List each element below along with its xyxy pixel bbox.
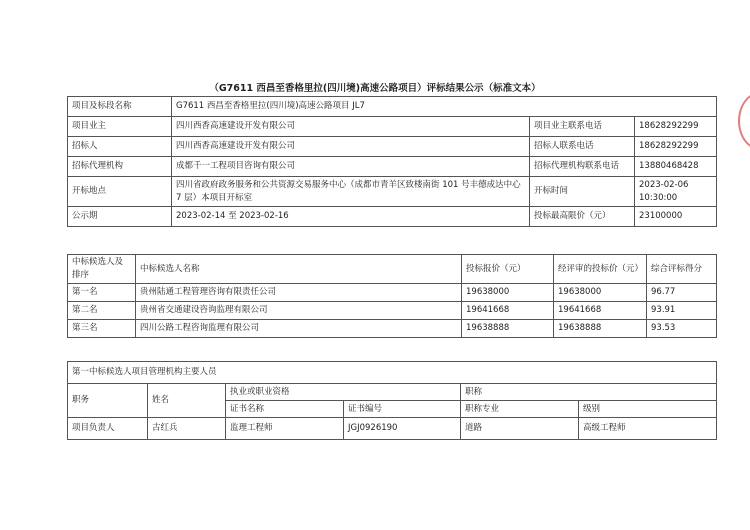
header-title-major: 职称专业 <box>461 401 579 418</box>
open-time-value <box>635 177 717 207</box>
agency-label: 招标代理机构 <box>68 157 172 177</box>
candidate-rank: 第三名 <box>68 320 136 338</box>
header-score: 综合评标得分 <box>647 255 717 284</box>
tenderer-value: 四川西香高速建设开发有限公司 <box>172 137 530 157</box>
open-time-label: 开标时间 <box>530 177 635 207</box>
header-qualification: 执业或职业资格 <box>226 384 461 401</box>
project-value: G7611 西昌至香格里拉(四川境)高速公路项目 JL7 <box>172 97 717 117</box>
table-row <box>68 320 717 338</box>
candidate-name: 四川公路工程咨询监理有限公司 <box>136 320 462 338</box>
staff-section-title: 第一中标候选人项目管理机构主要人员 <box>68 362 717 384</box>
table-row <box>68 117 717 137</box>
candidate-score: 93.53 <box>647 320 717 338</box>
candidate-bid: 19638888 <box>462 320 554 338</box>
staff-table <box>67 361 717 440</box>
staff-name: 古红兵 <box>148 418 226 440</box>
owner-value: 四川西香高速建设开发有限公司 <box>172 117 530 137</box>
red-seal-stamp <box>738 92 750 150</box>
location-label: 开标地点 <box>68 177 172 207</box>
agency-value: 成都千一工程项目咨询有限公司 <box>172 157 530 177</box>
candidate-bid: 19641668 <box>462 302 554 320</box>
owner-label: 项目业主 <box>68 117 172 137</box>
candidate-reviewed: 19638000 <box>554 284 647 302</box>
tenderer-phone-value: 18628292299 <box>635 137 717 157</box>
candidate-rank: 第一名 <box>68 284 136 302</box>
staff-title-major: 道路 <box>461 418 579 440</box>
header-title: 职称 <box>461 384 717 401</box>
tenderer-phone-label: 招标人联系电话 <box>530 137 635 157</box>
project-info-table <box>67 96 717 227</box>
header-person-name: 姓名 <box>148 384 226 418</box>
agency-phone-value: 13880468428 <box>635 157 717 177</box>
staff-cert-no: JGJ0926190 <box>344 418 461 440</box>
max-price-label: 投标最高限价（元） <box>530 207 635 227</box>
header-rank: 中标候选人及排序 <box>68 255 136 284</box>
table-row <box>68 97 717 117</box>
header-level: 级别 <box>579 401 717 418</box>
owner-phone-value: 18628292299 <box>635 117 717 137</box>
period-value: 2023-02-14 至 2023-02-16 <box>172 207 530 227</box>
table-row <box>68 302 717 320</box>
open-time: 10:30:00 <box>639 192 678 203</box>
candidate-bid: 19638000 <box>462 284 554 302</box>
document-title: （G7611 西昌至香格里拉(四川境)高速公路项目）评标结果公示（标准文本） <box>209 83 541 94</box>
tenderer-label: 招标人 <box>68 137 172 157</box>
header-name: 中标候选人名称 <box>136 255 462 284</box>
staff-cert-name: 监理工程师 <box>226 418 344 440</box>
owner-phone-label: 项目业主联系电话 <box>530 117 635 137</box>
table-row <box>68 418 717 440</box>
candidate-score: 96.77 <box>647 284 717 302</box>
open-date: 2023-02-06 <box>639 179 689 190</box>
table-row <box>68 177 717 207</box>
agency-phone-label: 招标代理机构联系电话 <box>530 157 635 177</box>
location-value: 四川省政府政务服务和公共资源交易服务中心（成都市青羊区致楼南街 101 号丰德成达中心 7 层）本项目开标室 <box>172 177 530 207</box>
header-role: 职务 <box>68 384 148 418</box>
candidate-name: 贵州省交通建设咨询监理有限公司 <box>136 302 462 320</box>
header-reviewed: 经评审的投标价（元） <box>554 255 647 284</box>
table-row <box>68 284 717 302</box>
candidate-rank: 第二名 <box>68 302 136 320</box>
candidate-score: 93.91 <box>647 302 717 320</box>
staff-role: 项目负责人 <box>68 418 148 440</box>
max-price-value: 23100000 <box>635 207 717 227</box>
candidate-reviewed: 19641668 <box>554 302 647 320</box>
header-cert-no: 证书编号 <box>344 401 461 418</box>
candidates-table <box>67 254 717 338</box>
table-row <box>68 137 717 157</box>
table-header-row <box>68 255 717 284</box>
staff-section-row <box>68 362 717 384</box>
header-bid: 投标报价（元） <box>462 255 554 284</box>
period-label: 公示期 <box>68 207 172 227</box>
candidate-name: 贵州陆通工程管理咨询有限责任公司 <box>136 284 462 302</box>
table-row <box>68 157 717 177</box>
staff-header-row <box>68 384 717 401</box>
table-row <box>68 207 717 227</box>
header-cert-name: 证书名称 <box>226 401 344 418</box>
candidate-reviewed: 19638888 <box>554 320 647 338</box>
project-label: 项目及标段名称 <box>68 97 172 117</box>
staff-level: 高级工程师 <box>579 418 717 440</box>
